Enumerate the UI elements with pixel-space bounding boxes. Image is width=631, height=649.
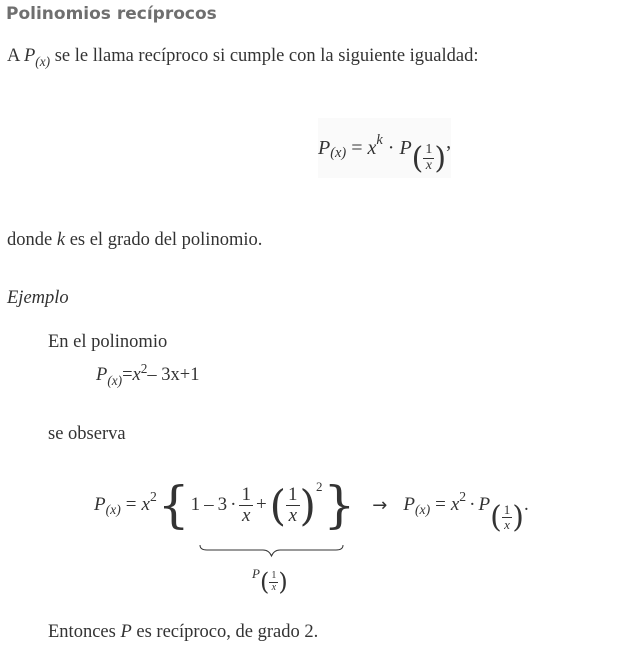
def-p: P	[399, 136, 412, 159]
def-frac-num: 1	[425, 141, 433, 157]
section-title: Polinomios recíprocos	[6, 4, 217, 24]
brace-frac-num: 1	[271, 570, 277, 581]
exp-three: 3	[217, 494, 228, 515]
def-exp: k	[376, 131, 383, 148]
exp-minus: –	[204, 494, 214, 515]
underbrace-label	[252, 560, 288, 596]
brace-label-paren-group	[260, 568, 288, 596]
exp-brace-close: }	[323, 476, 356, 534]
exp-rhs-paren-group	[490, 500, 524, 535]
def-paren-right: )	[434, 140, 447, 176]
exp-eq: =	[125, 494, 137, 515]
conclusion-prefix: Entonces	[48, 622, 121, 642]
exp-exp: 2	[149, 489, 157, 505]
brace-paren-left: (	[259, 568, 270, 596]
exp-frac-den: x	[239, 505, 253, 526]
exp-rhs-p: P	[403, 494, 415, 515]
conclusion-var: P	[120, 622, 132, 642]
exp-dot: ·	[230, 494, 237, 515]
def-comma: ,	[446, 130, 452, 153]
def-paren-group	[412, 141, 446, 176]
exp-paren-right: )	[299, 480, 316, 530]
exp-rhs-sub: (x)	[414, 501, 431, 517]
exp-fraction	[239, 485, 253, 526]
exp-arrow: →	[372, 494, 388, 516]
exp-rhs-frac-num: 1	[503, 501, 511, 517]
exp-paren-frac-den: x	[286, 505, 300, 526]
exp-sub: (x)	[105, 501, 121, 517]
exp-rhs-exp: 2	[459, 489, 467, 505]
brace-label-p: P	[252, 566, 260, 581]
exp-frac-num: 1	[241, 483, 251, 505]
def-lhs-p: P	[318, 136, 331, 159]
underbrace-shape	[199, 544, 344, 558]
poly-eq: =	[122, 365, 133, 385]
intro-paragraph	[7, 46, 479, 67]
brace-frac-den: x	[269, 582, 278, 594]
exp-rhs-x: x	[450, 494, 460, 515]
poly-sub: (x)	[107, 372, 123, 388]
exp-one: 1	[190, 494, 201, 515]
exp-x: x	[141, 494, 150, 515]
exp-paren-left: (	[269, 480, 287, 530]
intro-sub: (x)	[35, 53, 51, 69]
def-fraction	[423, 143, 434, 173]
def-paren-left: (	[411, 140, 424, 176]
exp-rhs-fraction	[502, 503, 513, 531]
exp-p: P	[94, 494, 106, 515]
example-polynomial	[96, 360, 200, 388]
example-observe: se observa	[48, 424, 126, 444]
grade-prefix: donde	[7, 230, 57, 250]
example-heading: Ejemplo	[7, 288, 69, 308]
exp-rhs-paren-left: (	[490, 499, 502, 535]
intro-var: P	[23, 46, 36, 66]
grade-suffix: es el grado del polinomio.	[65, 230, 263, 250]
exp-rhs-P: P	[478, 494, 491, 515]
exp-rhs-dot: ·	[469, 494, 476, 515]
expansion-formula	[94, 475, 529, 535]
intro-prefix: A	[7, 46, 24, 66]
brace-paren-right: )	[278, 568, 288, 596]
brace-fraction	[269, 571, 278, 593]
exp-plus: +	[255, 494, 267, 515]
conclusion-suffix: es recíproco, de grado 2.	[131, 622, 319, 642]
poly-p: P	[96, 365, 108, 385]
exp-paren-exp: 2	[315, 479, 323, 494]
exp-period: .	[524, 494, 529, 515]
example-intro: En el polinomio	[48, 332, 168, 352]
def-frac-den: x	[423, 158, 434, 174]
grade-var: k	[56, 230, 66, 250]
poly-exp: 2	[140, 360, 148, 376]
exp-rhs-paren-right: )	[512, 499, 525, 535]
intro-suffix: se le llama recíproco si cumple con la siguiente igualdad:	[50, 46, 479, 66]
def-dot: ·	[387, 136, 395, 159]
def-equals: =	[351, 136, 363, 159]
exp-paren-frac-num: 1	[288, 483, 298, 505]
exp-rhs-eq: =	[435, 494, 446, 515]
def-lhs-sub: (x)	[330, 144, 347, 161]
grade-note	[7, 230, 262, 251]
exp-rhs-frac-den: x	[502, 517, 513, 532]
example-conclusion	[48, 622, 318, 643]
exp-brace-open: {	[157, 476, 190, 534]
def-x: x	[367, 136, 377, 159]
exp-paren-fraction	[286, 485, 300, 526]
poly-x: x	[132, 365, 141, 385]
definition-formula	[318, 118, 451, 178]
poly-rest: – 3x+1	[147, 365, 200, 385]
